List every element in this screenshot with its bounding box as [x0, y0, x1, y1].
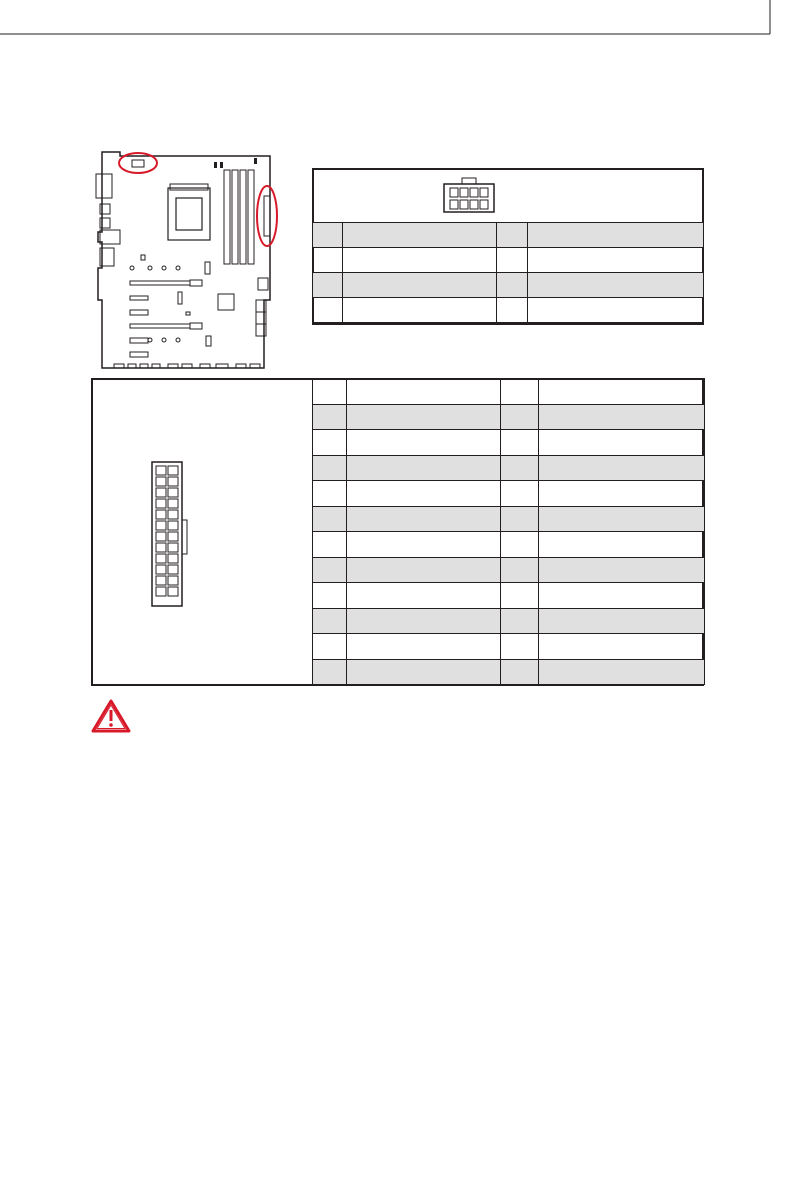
table-row: [313, 298, 704, 323]
pin-number-cell: [313, 430, 347, 456]
table-row: [313, 455, 705, 481]
table-row: [313, 659, 705, 685]
pin-number-cell: [313, 455, 347, 481]
table-row: [313, 430, 705, 456]
pin-number-cell: [497, 298, 527, 323]
pin-number-cell: [501, 532, 539, 558]
signal-name-cell: [347, 532, 501, 558]
table-row: [313, 248, 704, 273]
signal-name-cell: [539, 634, 705, 660]
atx-24pin-connector-icon: [148, 460, 192, 608]
signal-name-cell: [347, 583, 501, 609]
pin-number-cell: [501, 379, 539, 405]
table-row: [313, 404, 705, 430]
table-row: [313, 379, 705, 405]
table-row: [313, 557, 705, 583]
pin-number-cell: [501, 557, 539, 583]
signal-name-cell: [539, 557, 705, 583]
signal-name-cell: [347, 481, 501, 507]
table-row: [313, 583, 705, 609]
table-row: [313, 506, 705, 532]
signal-name-cell: [539, 583, 705, 609]
pin-number-cell: [313, 608, 347, 634]
signal-name-cell: [347, 634, 501, 660]
signal-name-cell: [347, 455, 501, 481]
pin-number-cell: [501, 583, 539, 609]
signal-name-cell: [539, 404, 705, 430]
pin-number-cell: [501, 481, 539, 507]
pin-number-cell: [501, 404, 539, 430]
signal-name-cell: [343, 273, 497, 298]
pin-number-cell: [313, 557, 347, 583]
signal-name-cell: [347, 659, 501, 685]
pin-number-cell: [313, 481, 347, 507]
signal-name-cell: [527, 298, 703, 323]
signal-name-cell: [347, 379, 501, 405]
pin-number-cell: [313, 659, 347, 685]
table-row: [313, 634, 705, 660]
table-row: [313, 608, 705, 634]
pin-number-cell: [313, 506, 347, 532]
pin-number-cell: [313, 223, 343, 248]
pin-number-cell: [501, 608, 539, 634]
signal-name-cell: [539, 506, 705, 532]
signal-name-cell: [539, 455, 705, 481]
signal-name-cell: [343, 298, 497, 323]
pin-number-cell: [501, 455, 539, 481]
signal-name-cell: [343, 223, 497, 248]
signal-name-cell: [527, 248, 703, 273]
signal-name-cell: [343, 248, 497, 273]
pin-number-cell: [501, 506, 539, 532]
signal-name-cell: [539, 532, 705, 558]
signal-name-cell: [539, 481, 705, 507]
pin-number-cell: [313, 379, 347, 405]
pin-number-cell: [313, 634, 347, 660]
signal-name-cell: [347, 430, 501, 456]
signal-name-cell: [347, 506, 501, 532]
signal-name-cell: [347, 404, 501, 430]
signal-name-cell: [347, 557, 501, 583]
pin-number-cell: [313, 404, 347, 430]
table-row: [313, 481, 705, 507]
pin-number-cell: [313, 298, 343, 323]
table-row: [313, 532, 705, 558]
cpu-power-pinout-table: [312, 222, 704, 323]
pin-number-cell: [501, 634, 539, 660]
signal-name-cell: [539, 608, 705, 634]
signal-name-cell: [539, 659, 705, 685]
table-row: [313, 273, 704, 298]
pin-number-cell: [313, 532, 347, 558]
table-row: [313, 223, 704, 248]
pin-number-cell: [313, 248, 343, 273]
pin-number-cell: [313, 273, 343, 298]
cpu-8pin-connector-icon: [442, 176, 496, 216]
pin-number-cell: [497, 273, 527, 298]
warning-triangle-icon: [90, 698, 132, 734]
pin-number-cell: [501, 430, 539, 456]
pin-number-cell: [313, 583, 347, 609]
signal-name-cell: [527, 223, 703, 248]
pin-number-cell: [497, 248, 527, 273]
signal-name-cell: [539, 379, 705, 405]
signal-name-cell: [527, 273, 703, 298]
signal-name-cell: [539, 430, 705, 456]
atx-power-pinout-table: [312, 378, 705, 685]
pin-number-cell: [501, 659, 539, 685]
page-header-rule: [0, 0, 794, 40]
pin-number-cell: [497, 223, 527, 248]
signal-name-cell: [347, 608, 501, 634]
motherboard-layout-diagram: [90, 140, 290, 375]
